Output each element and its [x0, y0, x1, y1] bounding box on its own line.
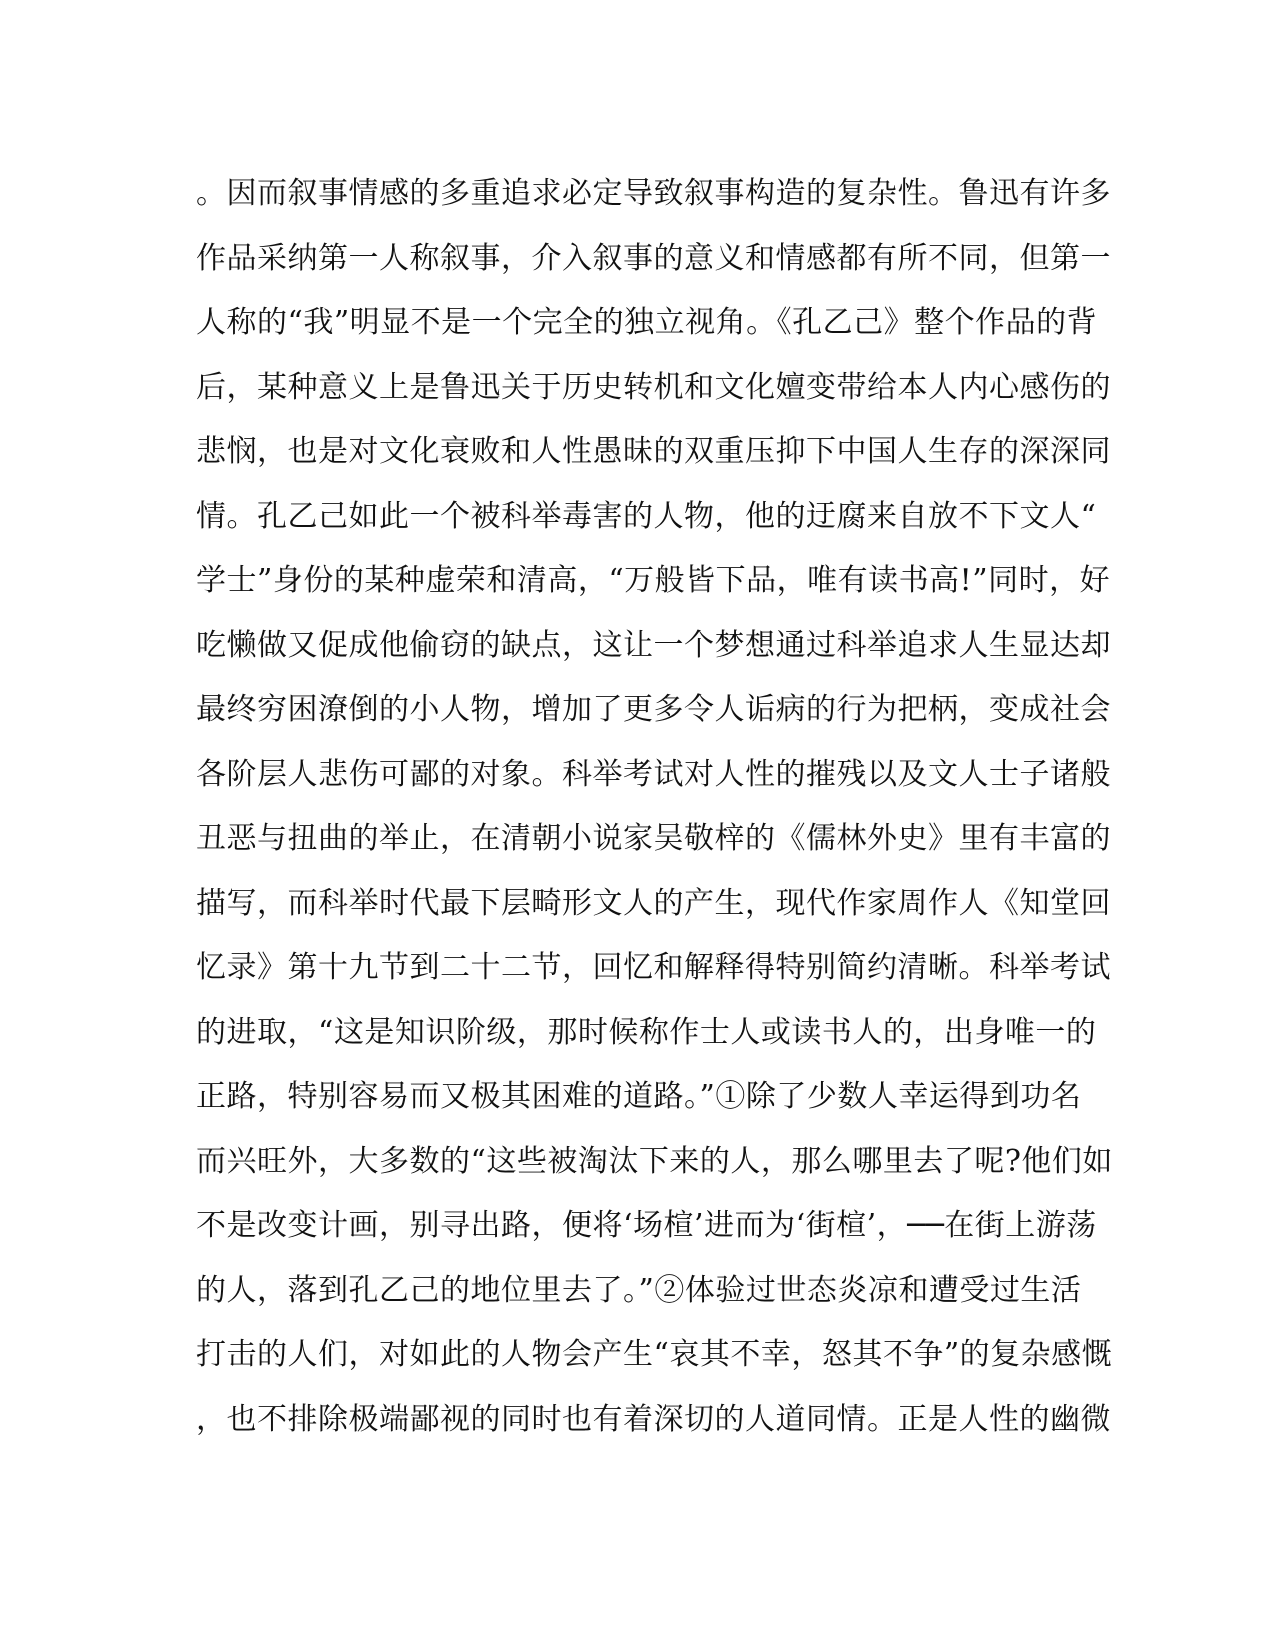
text-line: 最终穷困潦倒的小人物，增加了更多令人诟病的行为把柄，变成社会: [196, 692, 1111, 727]
text-line: ，也不排除极端鄙视的同时也有着深切的人道同情。正是人性的幽微: [196, 1401, 1111, 1437]
text-line: 而兴旺外，大多数的“这些被淘汰下来的人，那么哪里去了呢?他们如: [196, 1143, 1113, 1179]
text-line: 不是改变计画，别寻出路，便将‘场楦’进而为‘街楦’，──在街上游荡: [196, 1208, 1097, 1243]
text-line: 情。孔乙己如此一个被科举毒害的人物，他的迂腐来自放不下文人“: [196, 498, 1097, 534]
text-line: 忆录》第十九节到二十二节，回忆和解释得特别简约清晰。科举考试: [196, 950, 1111, 985]
text-line: 后，某种意义上是鲁迅关于历史转机和文化嬗变带给本人内心感伤的: [196, 369, 1111, 405]
text-line: 的进取，“这是知识阶级，那时候称作士人或读书人的，出身唯一的: [196, 1014, 1097, 1050]
text-line: 各阶层人悲伤可鄙的对象。科举考试对人性的摧残以及文人士子诸般: [196, 756, 1111, 792]
text-line: 。因而叙事情感的多重追求必定导致叙事构造的复杂性。鲁迅有许多: [196, 176, 1111, 211]
text-line: 人称的“我”明显不是一个完全的独立视角。《孔乙己》整个作品的背: [196, 305, 1098, 340]
text-line: 描写，而科举时代最下层畸形文人的产生，现代作家周作人《知堂回: [196, 885, 1111, 921]
text-line: 悲悯，也是对文化衰败和人性愚昧的双重压抑下中国人生存的深深同: [196, 434, 1111, 469]
text-line: 丑恶与扭曲的举止，在清朝小说家吴敬梓的《儒林外史》里有丰富的: [196, 821, 1111, 856]
text-line: 打击的人们，对如此的人物会产生“哀其不幸，怒其不争”的复杂感慨: [196, 1337, 1113, 1372]
text-line: 学士”身份的某种虚荣和清高，“万般皆下品，唯有读书高!”同时，好: [196, 563, 1111, 598]
text-line: 的人，落到孔乙己的地位里去了。”②体验过世态炎凉和遭受过生活: [196, 1272, 1082, 1308]
text-line: 作品采纳第一人称叙事，介入叙事的意义和情感都有所不同，但第一: [196, 240, 1111, 276]
body-paragraph: [196, 162, 1113, 1452]
text-line: 吃懒做又促成他偷窃的缺点，这让一个梦想通过科举追求人生显达却: [196, 627, 1111, 663]
text-line: 正路，特别容易而又极其困难的道路。”①除了少数人幸运得到功名: [196, 1079, 1082, 1114]
